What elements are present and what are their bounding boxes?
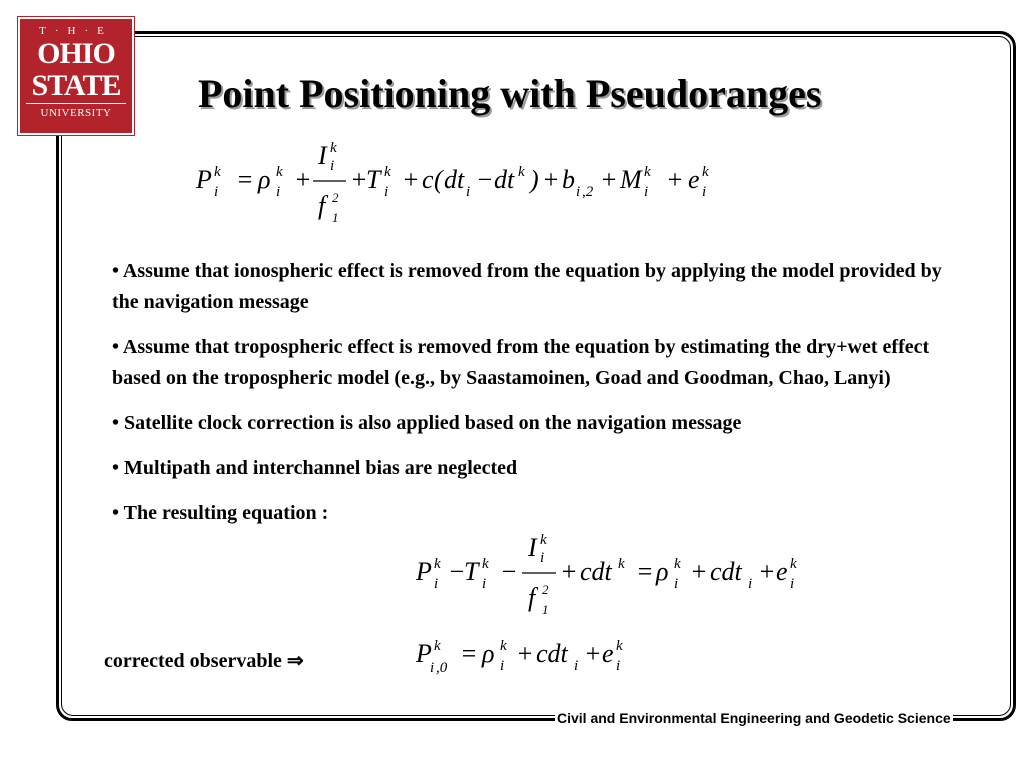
- svg-text:e: e: [688, 165, 700, 194]
- svg-text:+: +: [584, 639, 602, 668]
- svg-text:M: M: [620, 165, 642, 194]
- svg-text:P: P: [416, 557, 432, 586]
- svg-text:i: i: [616, 658, 621, 674]
- svg-text:k: k: [330, 140, 337, 156]
- svg-text:k: k: [674, 556, 681, 572]
- svg-text:ρ: ρ: [258, 165, 271, 194]
- svg-text:i: i: [748, 576, 753, 592]
- svg-text:e: e: [776, 557, 788, 586]
- svg-text:k: k: [702, 164, 709, 180]
- svg-text:i: i: [482, 576, 487, 592]
- svg-text:k: k: [616, 638, 623, 654]
- svg-text:k: k: [434, 556, 441, 572]
- svg-text:i: i: [276, 184, 281, 200]
- corrected-observable-label: corrected observable ⇒: [104, 650, 304, 672]
- svg-text:−: −: [500, 557, 518, 586]
- logo-university: UNIVERSITY: [40, 107, 112, 119]
- svg-text:c: c: [422, 165, 434, 194]
- bullet-satellite-clock: • Satellite clock correction is also applied based on the navigation message: [112, 412, 742, 434]
- svg-text:e: e: [602, 639, 614, 668]
- svg-text:cdt: cdt: [536, 639, 568, 668]
- svg-text:k: k: [540, 532, 547, 548]
- svg-text:,2: ,2: [582, 184, 594, 200]
- bullet-resulting-equation: • The resulting equation :: [112, 502, 329, 524]
- svg-text:+: +: [600, 165, 618, 194]
- svg-text:k: k: [500, 638, 507, 654]
- equation-main: [196, 136, 756, 226]
- svg-text:+: +: [560, 557, 578, 586]
- svg-text:+: +: [516, 639, 534, 668]
- svg-text:i: i: [574, 658, 579, 674]
- university-logo: [18, 17, 134, 135]
- svg-text:,0: ,0: [436, 660, 448, 676]
- logo-rule: [26, 103, 126, 104]
- logo-ohio: OHIO: [37, 37, 115, 70]
- slide-title: Point Positioning with Pseudoranges: [198, 71, 822, 116]
- svg-text:+: +: [758, 557, 776, 586]
- svg-text:I: I: [318, 141, 327, 170]
- svg-text:k: k: [384, 164, 391, 180]
- svg-text:k: k: [434, 638, 441, 654]
- svg-text:P: P: [196, 165, 212, 194]
- svg-text:−: −: [448, 557, 466, 586]
- svg-text:f: f: [318, 191, 326, 220]
- bullet-multipath: • Multipath and interchannel bias are neglected: [112, 457, 518, 479]
- equation-result: [416, 528, 816, 618]
- svg-text:T: T: [366, 165, 381, 194]
- svg-text:I: I: [528, 533, 537, 562]
- logo-state: STATE: [31, 69, 121, 102]
- svg-text:cdt: cdt: [710, 557, 742, 586]
- svg-text:+: +: [666, 165, 684, 194]
- svg-text:i: i: [674, 576, 679, 592]
- svg-text:f: f: [528, 583, 536, 612]
- bullet-tropospheric: • Assume that tropospheric effect is removed from the equation by estimating the dry+wet effect based on the tropospheric model (e.g., by Saastamoinen, Goad and Goodman, Chao, Lanyi): [112, 336, 930, 389]
- svg-text:i: i: [790, 576, 795, 592]
- svg-text:T: T: [464, 557, 479, 586]
- svg-text:+: +: [350, 165, 368, 194]
- svg-text:k: k: [214, 164, 221, 180]
- svg-text:i: i: [466, 184, 471, 200]
- svg-text:P: P: [416, 639, 432, 668]
- svg-text:dt: dt: [494, 165, 515, 194]
- svg-text:−: −: [476, 165, 494, 194]
- svg-text:i: i: [384, 184, 389, 200]
- svg-text:2: 2: [332, 190, 339, 205]
- svg-text:i: i: [500, 658, 505, 674]
- svg-text:cdt: cdt: [580, 557, 612, 586]
- svg-text:k: k: [482, 556, 489, 572]
- svg-text:i: i: [644, 184, 649, 200]
- svg-text:1: 1: [542, 602, 549, 617]
- svg-text:+: +: [542, 165, 560, 194]
- svg-text:+: +: [402, 165, 420, 194]
- svg-text:k: k: [618, 556, 625, 572]
- svg-text:i: i: [702, 184, 707, 200]
- svg-text:+: +: [690, 557, 708, 586]
- equation-corrected: [416, 628, 656, 678]
- svg-text:i: i: [576, 184, 581, 200]
- svg-text:i: i: [214, 184, 219, 200]
- svg-text:(: (: [434, 165, 443, 194]
- svg-text:=: =: [636, 557, 654, 586]
- svg-text:): ): [530, 165, 539, 194]
- svg-text:i: i: [430, 660, 435, 676]
- logo-the: T·H·E: [39, 25, 113, 37]
- svg-text:1: 1: [332, 210, 339, 225]
- bullet-list: [112, 256, 952, 543]
- svg-text:ρ: ρ: [482, 639, 495, 668]
- svg-text:=: =: [236, 165, 254, 194]
- svg-text:k: k: [276, 164, 283, 180]
- svg-text:k: k: [644, 164, 651, 180]
- bullet-ionospheric: • Assume that ionospheric effect is removed from the equation by applying the model provided by the navigation message: [112, 260, 942, 313]
- svg-text:ρ: ρ: [656, 557, 669, 586]
- svg-text:dt: dt: [444, 165, 465, 194]
- svg-text:i: i: [434, 576, 439, 592]
- svg-text:i: i: [330, 158, 335, 174]
- svg-text:b: b: [562, 165, 575, 194]
- svg-text:i: i: [540, 550, 545, 566]
- svg-text:2: 2: [542, 582, 549, 597]
- svg-text:k: k: [790, 556, 797, 572]
- svg-text:=: =: [460, 639, 478, 668]
- svg-text:k: k: [518, 164, 525, 180]
- svg-text:+: +: [294, 165, 312, 194]
- footer-department: Civil and Environmental Engineering and Geodetic Science: [557, 710, 951, 726]
